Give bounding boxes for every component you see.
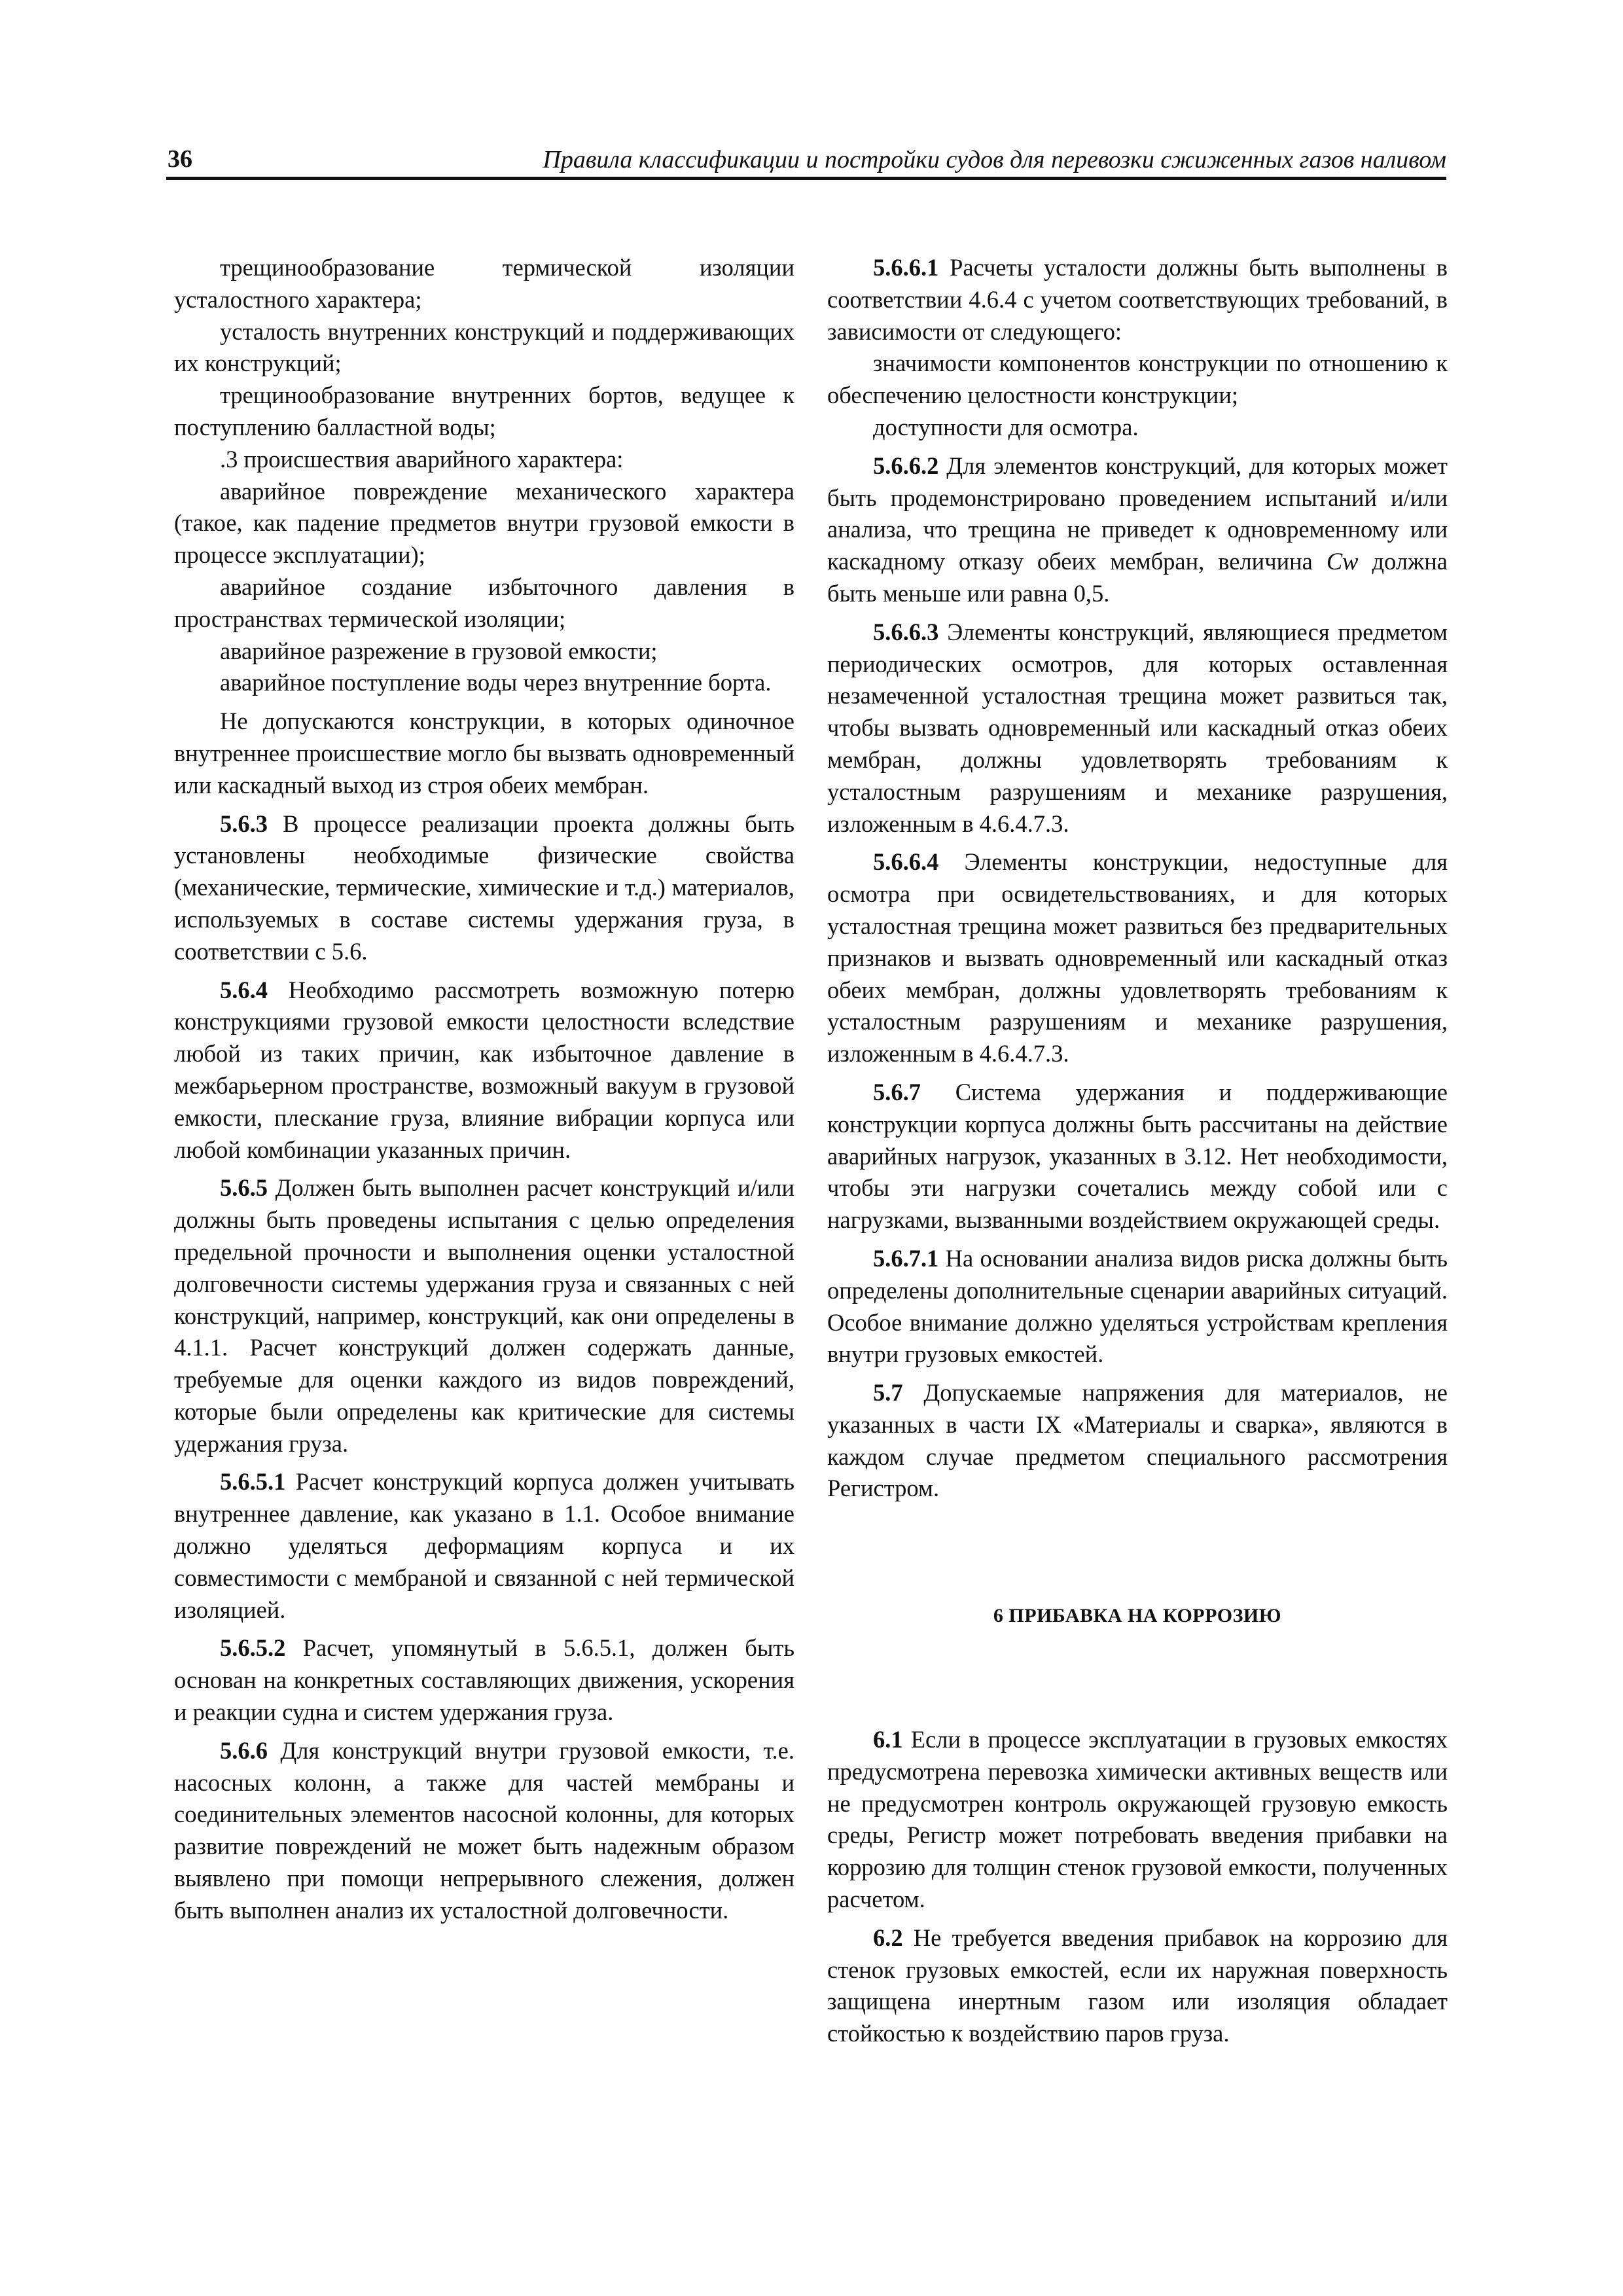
section-heading: 6 ПРИБАВКА НА КОРРОЗИЮ (993, 1605, 1282, 1627)
paragraph (827, 450, 1448, 610)
paragraph-text: Не требуется введения прибавок на коррозию для стенок грузовых емкостей, если их наружная поверхность защищена инертным газом или изоляция обладает стойкостью к воздействию паров груза. (827, 1924, 1448, 2047)
paragraph (174, 1735, 794, 1927)
paragraph (174, 975, 794, 1166)
paragraph (827, 1724, 1448, 1916)
paragraph-text: Для конструкций внутри грузовой емкости, т.е. насосных колонн, а также для частей мембраны и соединительных элементов насосной колонны, для которых развитие повреждений не может быть надежным образом выявлено при помощи непрерывного слежения, должен быть выполнен анализ их усталостной долговечности. (174, 1736, 794, 1924)
clause-number: 5.6.6.1 (873, 254, 939, 281)
page-number: 36 (168, 145, 192, 173)
paragraph (827, 252, 1448, 348)
clause-number: 5.6.5.1 (220, 1468, 286, 1496)
paragraph (827, 1377, 1448, 1505)
paragraph (827, 846, 1448, 1070)
paragraph: трещинообразование внутренних бортов, ведущее к поступлению балластной воды; (174, 382, 794, 440)
paragraph (827, 1243, 1448, 1371)
clause-number: 5.7 (873, 1379, 903, 1407)
paragraph-text: Элементы конструкции, недоступные для осмотра при освидетельствованиях, и для которых усталостная трещина может развиться без предварительных признаков и вызвать одновременный или каскадный отказ обеих мембран, должны удовлетворять требованиям к усталостным разрушениям и механике разрушения, изложенным в 4.6.4.7.3. (827, 848, 1448, 1067)
paragraph: усталость внутренних конструкций и поддерживающих их конструкций; (174, 317, 794, 377)
paragraph-text: Расчет конструкций корпуса должен учитывать внутреннее давление, как указано в 1.1. Особое внимание должно уделяться деформациям корпуса и их совместимости с мембраной и связанной с ней термической изоляцией. (174, 1468, 794, 1623)
clause-number: 5.6.5 (220, 1174, 268, 1202)
paragraph: значимости компонентов конструкции по отношению к обеспечению целостности конструкции; (827, 350, 1448, 409)
paragraph-text: Система удержания и поддерживающие конструкции корпуса должны быть рассчитаны на действие аварийных нагрузок, указанных в 3.12. Нет необходимости, чтобы эти нагрузки сочетались между собой или с нагрузками, вызванными воздействием окружающей среды. (827, 1078, 1448, 1234)
clause-number: 5.6.6.3 (873, 618, 939, 645)
paragraph-text: Расчет, упомянутый в 5.6.5.1, должен быть основан на конкретных составляющих движения, ускорения и реакции судна и систем удержания груза. (174, 1634, 794, 1726)
paragraph (174, 1466, 794, 1626)
clause-number: 5.6.7 (873, 1078, 921, 1105)
paragraph (827, 617, 1448, 840)
paragraph-text: Элементы конструкций, являющиеся предметом периодических осмотров, для которых оставленная незамеченной усталостная трещина может развиться так, чтобы вызвать одновременный или каскадный отказ обеих мембран, должны удовлетворять требованиям к усталостным разрушениям и механике разрушения, изложенным в 4.6.4.7.3. (827, 618, 1448, 837)
paragraph (174, 808, 794, 968)
clause-number: 6.2 (873, 1924, 903, 1951)
clause-number: 5.6.6.4 (873, 848, 939, 876)
paragraph: аварийное поступление воды через внутренние борта. (220, 669, 772, 696)
paragraph (174, 1172, 794, 1460)
paragraph-text: На основании анализа видов риска должны быть определены дополнительные сценарии аварийных ситуаций. Особое внимание должно уделяться устройствам крепления внутри грузовых емкостей. (827, 1244, 1448, 1368)
paragraph-text: Для элементов конструкций, для которых может быть продемонстрировано проведением испытаний и/или анализа, что трещина не приведет к одновременному или каскадному отказу обеих мембран, величина (827, 452, 1448, 575)
paragraph (827, 1922, 1448, 2050)
clause-number: 5.6.5.2 (220, 1634, 286, 1662)
variable: Cw (1326, 548, 1359, 575)
left-column (174, 252, 794, 1927)
right-column (827, 252, 1448, 2050)
clause-number: 5.6.6 (220, 1736, 268, 1764)
clause-number: 5.6.7.1 (873, 1244, 939, 1272)
paragraph-text: Должен быть выполнен расчет конструкций и/или должны быть проведены испытания с целью определения предельной прочности и выполнения оценки усталостной долговечности системы удержания груза и связанных с ней конструкций, например, конструкций, как они определены в 4.1.1. Расчет конструкций должен содержать данные, требуемые для оценки каждого из видов повреждений, которые были определены как критические для системы удержания груза. (174, 1174, 794, 1457)
paragraph: аварийное повреждение механического характера (такое, как падение предметов внутри грузовой емкости в процессе эксплуатации); (174, 477, 794, 569)
running-header: Правила классификации и постройки судов для перевозки сжиженных газов наливом (543, 146, 1446, 173)
paragraph-text: должна быть меньше или равна 0,5. (827, 548, 1448, 607)
paragraph: аварийное разрежение в грузовой емкости; (220, 637, 658, 664)
clause-number: 5.6.6.2 (873, 452, 939, 479)
paragraph-text: Расчеты усталости должны быть выполнены в соответствии 4.6.4 с учетом соответствующих требований, в зависимости от следующего: (827, 254, 1448, 345)
paragraph-text: В процессе реализации проекта должны быть установлены необходимые физические свойства (механические, термические, химические и т.д.) материалов, используемых в составе системы удержания груза, в соответствии с 5.6. (174, 810, 794, 965)
paragraph-text: Допускаемые напряжения для материалов, не указанных в части IX «Материалы и сварка», являются в каждом случае предметом специального рассмотрения Регистром. (827, 1379, 1448, 1502)
paragraph: Не допускаются конструкции, в которых одиночное внутреннее происшествие могло бы вызвать одновременный или каскадный выход из строя обеих мембран. (174, 708, 794, 798)
paragraph-text: Если в процессе эксплуатации в грузовых емкостях предусмотрена перевозка химически активных веществ или не предусмотрен контроль окружающей грузовую емкость среды, Регистр может потребовать введения прибавки на коррозию для толщин стенок грузовой емкости, полученных расчетом. (827, 1726, 1448, 1913)
header-rule (166, 177, 1446, 180)
clause-number: 5.6.4 (220, 976, 268, 1003)
clause-number: 6.1 (873, 1726, 903, 1753)
paragraph: аварийное создание избыточного давления в пространствах термической изоляции; (174, 573, 794, 632)
paragraph: .3 происшествия аварийного характера: (220, 445, 624, 473)
paragraph: доступности для осмотра. (873, 413, 1139, 440)
paragraph: трещинообразование термической изоляции усталостного характера; (174, 254, 794, 313)
paragraph (174, 1632, 794, 1728)
clause-number: 5.6.3 (220, 810, 268, 837)
paragraph (827, 1077, 1448, 1236)
paragraph-text: Необходимо рассмотреть возможную потерю конструкциями грузовой емкости целостности вследствие любой из таких причин, как избыточное давление в межбарьерном пространстве, возможный вакуум в грузовой емкости, плескание груза, влияние вибрации корпуса или любой комбинации указанных причин. (174, 976, 794, 1163)
